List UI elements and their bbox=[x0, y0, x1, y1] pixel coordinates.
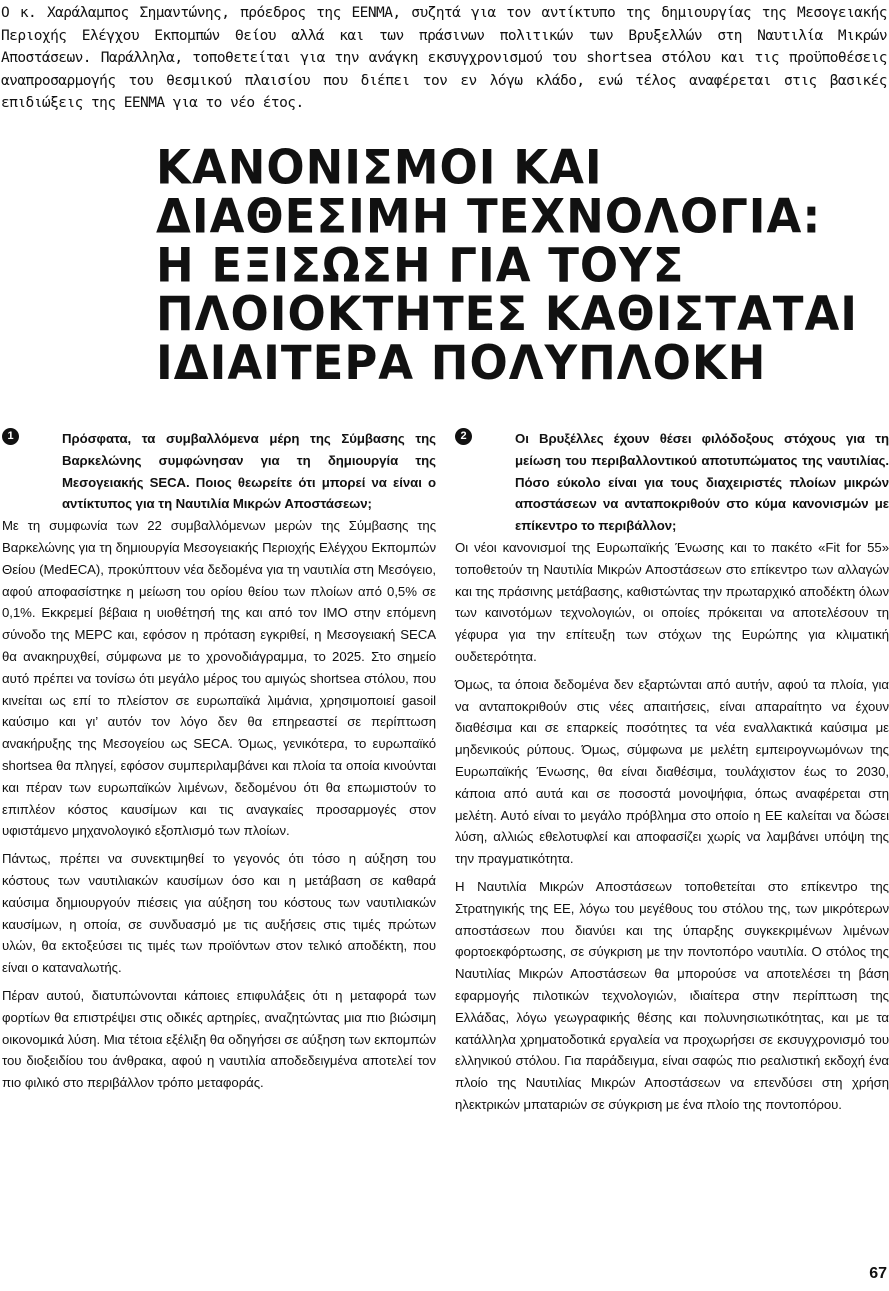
headline-line: ΙΔΙΑΙΤΕΡΑ ΠΟΛΥΠΛΟΚΗ bbox=[156, 335, 767, 391]
answer-paragraph: Πέραν αυτού, διατυπώνονται κάποιες επιφυλάξεις ότι η μεταφορά των φορτίων θα επιστρέψει στις οδικές αρτηρίες, αναζητώντας μια πιο βιώσιμη οικονομικά λύση. Μια τέτοια εξέλιξη θα οδηγήσει σε αύξηση των εκπομπών του διοξειδίου του άνθρακα, αφού η ναυτιλία αποδεδειγμένα αποτελεί τον πιο φιλικό στο περιβάλλον τρόπο μεταφοράς. bbox=[2, 987, 436, 1091]
question-number-badge: 2 bbox=[455, 428, 472, 445]
headline bbox=[156, 139, 886, 391]
answer-paragraph: Πάντως, πρέπει να συνεκτιμηθεί το γεγονός ότι τόσο η αύξηση του κόστους των ναυτιλιακών καυσίμων όσο και η μετάβαση σε καθαρά καύσιμα δημιουργούν πιέσεις για αύξηση του κόστους των ναυτιλιακών καυσίμων, η οποία, σε συνδυασμό με τις αυξήσεις στις τιμές πρώτων υλών, θα εκτοξεύσει τις τιμές των προϊόντων στον τελικό αποδέκτη, που είναι ο καταναλωτής. bbox=[2, 851, 436, 976]
answer-paragraph: Η Ναυτιλία Μικρών Αποστάσεων τοποθετείται στο επίκεντρο της Στρατηγικής της ΕΕ, λόγω του μεγέθους του στόλου της, των μικρότερων αποστάσεων που διανύει και της ύπαρξης συγκεκριμένων λιμένων φορτοεκφόρτωσης, σε σύγκριση με την ποντοπόρο ναυτιλία. Ο στόλος της Ναυτιλίας Μικρών Αποστάσεων θα μπορούσε να αποτελέσει τη βάση εφαρμογής πιλοτικών τεχνολογιών, ιδιαίτερα στην περίπτωση της Ελλάδας, λόγω γεωγραφικής θέσης και πολυνησιωτικότητας, και με τα κατάλληλα χρηματοδοτικά εργαλεία να προχωρήσει σε εκσυγχρονισμό του ελληνικού στόλου. Για παράδειγμα, είναι σαφώς πιο ρεαλιστική εκδοχή ένα πλοίο της Ναυτιλίας Μικρών Αποστάσεων να επενδύσει στη χρήση ηλεκτρικών μπαταριών σε σύγκριση με ένα πλοίο της ποντοπόρου. bbox=[455, 878, 889, 1112]
headline-line: ΠΛΟΙΟΚΤΗΤΕΣ ΚΑΘΙΣΤΑΤΑΙ bbox=[156, 286, 859, 342]
answer-paragraph: Όμως, τα όποια δεδομένα δεν εξαρτώνται από αυτήν, αφού τα πλοία, για να ανταποκριθούν στις νέες απαιτήσεις, είναι απαραίτητο να έχουν διαθέσιμα και σε επαρκείς ποσότητες τα νέα εναλλακτικά καύσιμα με μηδενικούς ρύπους. Όμως, σύμφωνα με μελέτη εμπειρογνωμόνων της Ευρωπαϊκής Ένωσης, θα είναι διαθέσιμα, τουλάχιστον έως το 2030, κάποια από αυτά και σε ποσοστά μονοψήφια, όπως αναφέρεται στη μελέτη. Αυτό είναι το μεγάλο πρόβλημα στο οποίο η ΕΕ καλείται να δώσει λύση, αλλιώς εθελοτυφλεί και αποφασίζει χωρίς να λαμβάνει υπόψη της την πραγματικότητα. bbox=[455, 676, 889, 867]
answer-paragraph: Οι νέοι κανονισμοί της Ευρωπαϊκής Ένωσης και το πακέτο «Fit for 55» τοποθετούν τη Ναυτιλία Μικρών Αποστάσεων στο επίκεντρο των αλλαγών και της πράσινης μετάβασης, καθιστώντας την πρωταρχικό αποδέκτη όλων των καινοτόμων τεχνολογιών, οι οποίες πρόκειται να αποτελέσουν τη γέφυρα για την επίτευξη των στόχων της Ευρώπης για κλιματική ουδετερότητα. bbox=[455, 539, 889, 664]
question-block-1 bbox=[2, 428, 436, 515]
question-number-badge: 1 bbox=[2, 428, 19, 445]
headline-line: Η ΕΞΙΣΩΣΗ ΓΙΑ ΤΟΥΣ bbox=[156, 237, 685, 293]
headline-line: ΚΑΝΟΝΙΣΜΟΙ ΚΑΙ bbox=[156, 139, 603, 195]
headline-line: ΔΙΑΘΕΣΙΜΗ ΤΕΧΝΟΛΟΓΙΑ: bbox=[156, 188, 822, 244]
intro-paragraph: Ο κ. Χαράλαμπος Σημαντώνης, πρόεδρος της ΕΕΝΜΑ, συζητά για τον αντίκτυπο της δημιουργίας της Μεσογειακής Περιοχής Ελέγχου Εκπομπών Θείου αλλά και των πράσινων πολιτικών των Βρυξελλών στη Ναυτιλία Μικρών Αποστάσεων. Παράλληλα, τοποθετείται για την ανάγκη εκσυγχρονισμού του shortsea στόλου και τις προϋποθέσεις αναπροσαρμογής του θεσμικού πλαισίου που διέπει τον εν λόγω κλάδο, ενώ τέλος αναφέρεται στις βασικές επιδιώξεις της ΕΕΝΜΑ για το νέο έτος. bbox=[1, 5, 887, 111]
page-number: 67 bbox=[869, 1265, 887, 1282]
interview-column-2 bbox=[455, 428, 889, 1122]
question-block-2 bbox=[455, 428, 889, 537]
answer-paragraph: Με τη συμφωνία των 22 συμβαλλόμενων μερών της Σύμβασης της Βαρκελώνης για τη δημιουργία Μεσογειακής Περιοχής Ελέγχου Εκπομπών Θείου (MedECA), προκύπτουν νέα δεδομένα για τη ναυτιλία στη Μεσόγειο, αφού αποφασίστηκε η μείωση του ορίου θείου των πλοίων από 0,5% σε 0,1%. Εκκρεμεί βέβαια η υιοθέτησή της και από τον ΙΜΟ στην επόμενη σύνοδο της MEPC και, εφόσον η πρόταση εγκριθεί, η Μεσογειακή SECA θα ανακηρυχθεί, σύμφωνα με το χρονοδιάγραμμα, το 2025. Στο σημείο αυτό πρέπει να τονίσω ότι μεγάλο μέρος του αμιγώς shortsea στόλου, που κινείται ως επί το πλείστον σε ευρωπαϊκά λιμάνια, χρησιμοποιεί gasoil καύσιμο και γι’ αυτόν τον λόγο δεν θα επηρεαστεί σε περίπτωση ανακήρυξης της Μεσογείου ως SECA. Όμως, γενικότερα, το ευρωπαϊκό shortsea θα πληγεί, εφόσον συμπεριλαμβάνει και πλοία τα οποία κινούνται και πέραν των ευρωπαϊκών λιμένων, δεδομένου ότι θα επωμιστούν το επιπλέον κόστος καυσίμων και τις αναγκαίες προσαρμογές στον υφιστάμενο μηχανολογικό εξοπλισμό των πλοίων. bbox=[2, 518, 436, 839]
interview-column-1 bbox=[2, 428, 436, 1100]
question-text: Πρόσφατα, τα συμβαλλόμενα μέρη της Σύμβασης της Βαρκελώνης συμφώνησαν για τη δημιουργία της Μεσογειακής SECA. Ποιος θεωρείτε ότι μπορεί να είναι ο αντίκτυπος για τη Ναυτιλία Μικρών Αποστάσεων; bbox=[62, 431, 436, 512]
question-text: Οι Βρυξέλλες έχουν θέσει φιλόδοξους στόχους για τη μείωση του περιβαλλοντικού αποτυπώματος της ναυτιλίας. Πόσο εύκολο είναι για τους διαχειριστές πλοίων μικρών αποστάσεων να ανταποκριθούν στο κύμα κανονισμών με επίκεντρο το περιβάλλον; bbox=[515, 431, 889, 534]
